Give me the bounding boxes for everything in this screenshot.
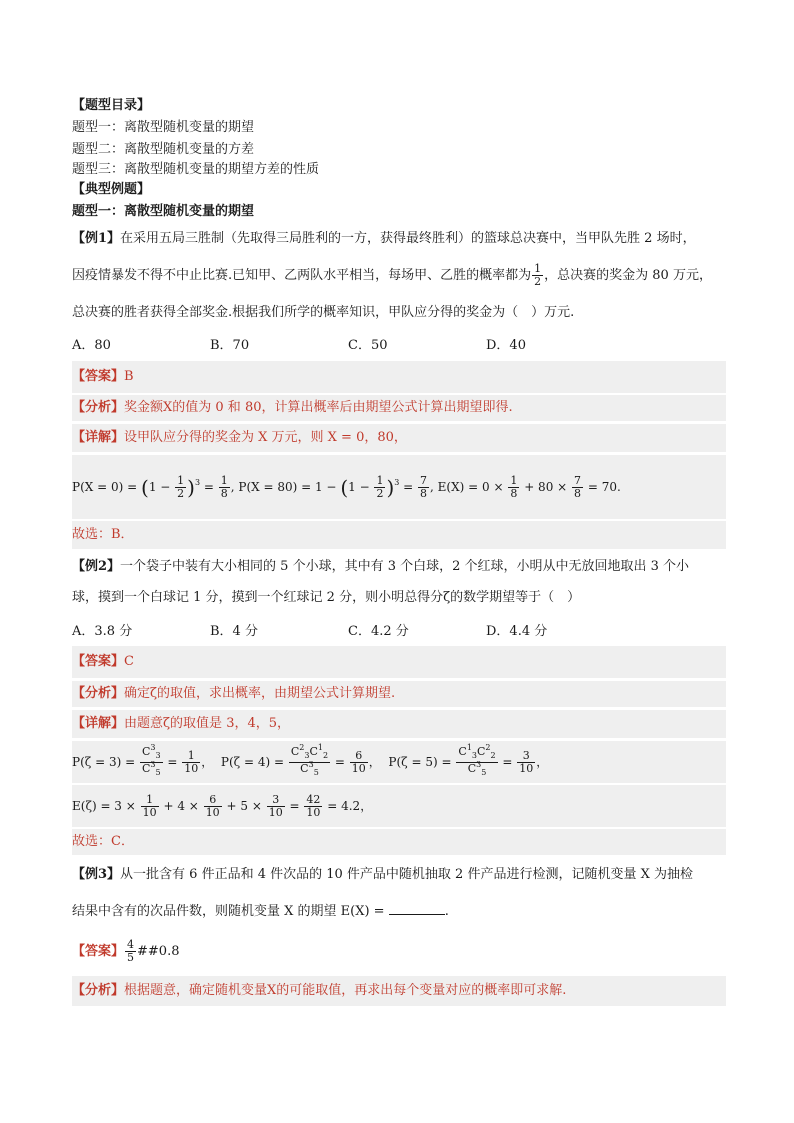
ex2-options [72, 622, 726, 642]
ex2-answer [72, 646, 726, 678]
ex2-e-d: = 4.2， [327, 799, 373, 813]
ex2-e-b: + 4 × [163, 799, 199, 813]
ex3-answer-tag: 【答案】 [72, 944, 125, 959]
ex1-text1: 在采用五局三胜制（先取得三局胜利的一方，获得最终胜利）的篮球总决赛中，当甲队先胜 2 场时， [120, 231, 696, 246]
ex1-analysis [72, 395, 726, 421]
ex2-p3-label: P(ζ = 3) = [72, 755, 136, 769]
ex1-options [72, 336, 726, 356]
ex1-answer [72, 361, 726, 393]
ex1-option-a: A．80 [72, 338, 111, 353]
ex1-formula: P(X = 0) = (1 − $\frac{1}{2}$ )$^3$ = $\frac{1}{8}$ , P(X = 80) = 1 − (1 − $\frac{1}{2}$ )$^3$ = $\frac{7}{8}$ , E(X) = 0 × $\frac{1}{8}$ + 80 × $\frac{7}{8}$ = 70. [72, 455, 726, 519]
ex1-line1 [72, 229, 726, 249]
ex2-e-c: + 5 × [226, 799, 262, 813]
ex1-text2a: 因疫情暴发不得不中止比赛.已知甲、乙两队水平相当，每场甲、乙胜的概率都为 [72, 268, 532, 283]
ex3-answer-fraction: $\frac{4}{5}$ [127, 938, 135, 964]
ex3-text2a: 结果中含有的次品件数，则随机变量 X 的期望 E(X) = [72, 904, 385, 919]
ex1-detail-tag: 【详解】 [72, 430, 125, 445]
ex1-text2b: ，总决赛的奖金为 80 万元， [544, 268, 712, 283]
ex2-line1 [72, 557, 726, 577]
ex1-conclusion: 故选：B． [72, 521, 726, 549]
catalog-item-2: 题型二：离散型随机变量的方差 [72, 142, 255, 157]
ex1-fraction-half: $\frac{1}{2}$ [534, 262, 542, 288]
ex1-line2 [72, 262, 726, 290]
ex2-detail [72, 710, 726, 738]
ex2-option-a: A．3.8 分 [72, 624, 133, 639]
ex1-detail-text: 设甲队应分得的奖金为 X 万元，则 X = 0，80， [124, 430, 407, 445]
ex1-option-c: C．50 [348, 338, 388, 353]
ex2-option-d: D．4.4 分 [486, 624, 548, 639]
ex3-answer-blank [389, 901, 445, 915]
ex2-detail-text: 由题意ζ的取值是 3，4，5， [124, 716, 291, 731]
catalog-item-3: 题型三：离散型随机变量的期望方差的性质 [72, 162, 320, 177]
ex2-analysis [72, 681, 726, 707]
ex3-line2 [72, 901, 726, 922]
ex3-text1: 从一批含有 6 件正品和 4 件次品的 10 件产品中随机抽取 2 件产品进行检测，记随机变量 X 为抽检 [120, 867, 693, 882]
ex1-formula-d: + 80 × [524, 480, 568, 494]
ex1-line3: 总决赛的胜者获得全部奖金.根据我们所学的概率知识，甲队应分得的奖金为（ ）万元. [72, 305, 575, 320]
ex1-option-d: D．40 [486, 338, 526, 353]
section-title: 题型一：离散型随机变量的期望 [72, 204, 255, 219]
ex1-detail [72, 424, 726, 452]
ex1-formula-e: = 70. [587, 480, 621, 494]
ex2-text1: 一个袋子中装有大小相同的 5 个小球，其中有 3 个白球，2 个红球，小明从中无放回地取出 3 个小 [120, 559, 690, 574]
ex3-tag: 【例3】 [72, 867, 121, 882]
ex3-text2b: . [444, 904, 449, 919]
ex2-option-c: C．4.2 分 [348, 624, 409, 639]
ex3-answer [72, 935, 726, 969]
ex3-analysis-text: 根据题意，确定随机变量X的可能取值，再求出每个变量对应的概率即可求解. [124, 983, 567, 998]
ex2-analysis-tag: 【分析】 [72, 686, 125, 701]
ex1-option-b: B．70 [210, 338, 250, 353]
ex3-answer-suffix: ##0.8 [137, 944, 180, 959]
ex1-tag: 【例1】 [72, 231, 121, 246]
ex2-line2: 球，摸到一个白球记 1 分，摸到一个红球记 2 分，则小明总得分ζ的数学期望等于（ ） [72, 590, 581, 605]
ex2-p5-label: P(ζ = 5) = [388, 755, 452, 769]
ex3-analysis-tag: 【分析】 [72, 983, 125, 998]
ex2-conclusion: 故选：C． [72, 829, 726, 855]
ex2-e-a: E(ζ) = 3 × [72, 799, 136, 813]
ex3-analysis [72, 976, 726, 1006]
ex3-line1 [72, 865, 726, 885]
ex1-answer-value: B [124, 369, 134, 384]
catalog-item-1: 题型一：离散型随机变量的期望 [72, 120, 255, 135]
ex1-formula-a: P(X = 0) = [72, 480, 138, 494]
catalog-heading: 【题型目录】 [72, 98, 151, 113]
ex2-tag: 【例2】 [72, 559, 121, 574]
ex2-answer-tag: 【答案】 [72, 654, 125, 669]
ex2-probabilities: P(ζ = 3) = $\frac{C^3_3}{C^3_5}$ = $\frac{1}{10}$ ， P(ζ = 4) = $\frac{C^2_3C^1_2}{C^3_5}$ = $\frac{6}{10}$ ， P(ζ = 5) = $\frac{C^1_3C^2_2}{C^3_5}$ = $\frac{3}{10}$ ， [72, 741, 726, 783]
ex1-formula-b: , P(X = 80) = 1 − [230, 480, 337, 494]
examples-heading: 【典型例题】 [72, 182, 151, 197]
ex2-option-b: B．4 分 [210, 624, 258, 639]
ex1-formula-c: , E(X) = 0 × [430, 480, 504, 494]
ex1-answer-tag: 【答案】 [72, 369, 125, 384]
ex2-analysis-text: 确定ζ的取值，求出概率，由期望公式计算期望. [124, 686, 396, 701]
ex2-detail-tag: 【详解】 [72, 716, 125, 731]
ex2-answer-value: C [124, 654, 134, 669]
ex2-expectation: E(ζ) = 3 × $\frac{1}{10}$ + 4 × $\frac{6}{10}$ + 5 × $\frac{3}{10}$ = $\frac{42}{10}$ = 4.2， [72, 785, 726, 827]
ex2-p4-label: P(ζ = 4) = [220, 755, 285, 769]
ex1-analysis-text: 奖金额X的值为 0 和 80，计算出概率后由期望公式计算出期望即得. [124, 400, 513, 415]
ex1-analysis-tag: 【分析】 [72, 400, 125, 415]
